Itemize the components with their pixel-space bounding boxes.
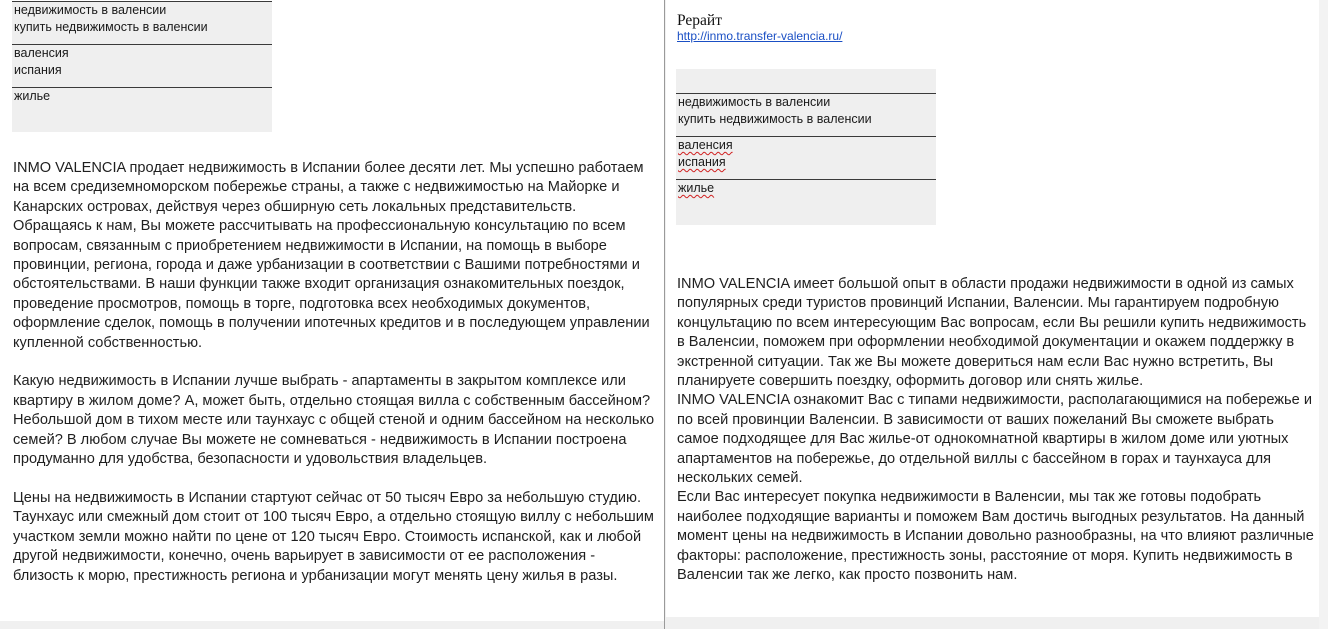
keyword: валенсия — [14, 46, 69, 60]
keywords-row — [676, 136, 936, 179]
keyword: купить недвижимость в валенсии — [678, 112, 872, 126]
right-document-page — [666, 0, 1319, 617]
paragraph: Если Вас интересует покупка недвижимости в Валенсии, мы так же готовы подобрать наиболее подходящие варианты и поможем Вам достичь выгодных результатов. На данный момент цены на недвижимость в Испании довольно разнообразны, на что влияют различные факторы: расположение, престижность зоны, расстояние от моря. Купить недвижимость в Валенсии так же легко, как просто позвонить нам. — [677, 489, 1314, 584]
left-document-page — [0, 0, 664, 621]
paragraph: INMO VALENCIA продает недвижимость в Испании более десяти лет. Мы успешно работаем на всем средиземноморском побережье страны, а также с недвижимостью на Майорке и Канарских островах, действуя через обширную сеть локальных представительств. Обращаясь к нам, Вы можете рассчитывать на профессиональную консультацию по всем вопросам, связанным с приобретением недвижимости в Испании, на помощь в выборе провинции, региона, города и даже урбанизации в соответствии с Вашими потребностями и обстоятельствами. В наши функции также входит организация ознакомительных поездок, проведение просмотров, помощь в торге, подготовка всех необходимых документов, оформление сделок, помощь в получении ипотечных кредитов и в последующем управлении купленной собственностью. — [13, 160, 650, 351]
paragraph: INMO VALENCIA имеет большой опыт в области продажи недвижимости в одной из самых популярных среди туристов провинций Испании, Валенсии. Мы гарантируем подробную концультацию по всем интересующим Вас вопросам, если Вы решили купить недвижимость в Валенсии, поможем при оформлении необходимой документации и окажем поддержку в экстренной ситуации. Так же Вы можете довериться нам если Вас нужно встретить, Вы планируете совершить поездку, оформить договор или снять жилье. — [677, 276, 1307, 390]
site-name: Рерайт — [677, 12, 722, 29]
keyword: испания — [14, 63, 62, 77]
keyword: недвижимость в валенсии — [14, 3, 167, 17]
paragraph: Какую недвижимость в Испании лучше выбрать - апартаменты в закрытом комплексе или квартиру в жилом доме? А, может быть, отдельно стоящая вилла с собственным бассейном? Небольшой дом в тихом месте или таунхаус с общей стеной и одним бассейном на несколько семей? В любом случае Вы можете не сомневаться - недвижимость в Испании построена продуманно для удобства, безопасности и удовольствия владельцев. — [13, 373, 655, 468]
paragraph: Цены на недвижимость в Испании стартуют сейчас от 50 тысяч Евро за небольшую студию. Таунхаус или смежный дом стоит от 100 тысяч Евро, а отдельно стоящую виллу с небольшим участком земли можно найти по цене от 120 тысяч Евро. Стоимость испанской, как и любой другой недвижимости, конечно, очень варьирует в зависимости от ее расположения - близость к морю, престижность региона и урбанизации могут менять цену жилья в разы. — [13, 489, 654, 584]
keywords-row — [676, 179, 936, 224]
keyword: жилье — [14, 89, 51, 103]
keywords-row — [676, 93, 936, 136]
keyword: испания — [678, 155, 726, 169]
keywords-table — [676, 69, 936, 225]
keywords-row — [12, 1, 272, 44]
keyword: недвижимость в валенсии — [678, 95, 831, 109]
keywords-row — [12, 44, 272, 87]
keyword: купить недвижимость в валенсии — [14, 20, 208, 34]
site-url-link[interactable]: http://inmo.transfer-valencia.ru/ — [677, 29, 843, 43]
paragraph: INMO VALENCIA ознакомит Вас с типами недвижимости, располагающимися на побережье и по всей провинции Валенсии. В зависимости от ваших пожеланий Вы сможете выбрать самое подходящее для Вас жилье-от однокомнатной квартиры в жилом доме или уютных апартаментов на побережье, до отдельной виллы с бассейном в горах и таунхауса для нескольких семей. — [677, 392, 1312, 487]
article-body — [13, 159, 657, 586]
keywords-table — [12, 1, 272, 132]
page-divider — [664, 0, 665, 629]
keyword: валенсия — [678, 138, 733, 152]
keyword: жилье — [678, 181, 715, 195]
article-body — [677, 275, 1317, 586]
scroll-gutter — [1319, 0, 1328, 629]
keywords-row — [12, 87, 272, 132]
